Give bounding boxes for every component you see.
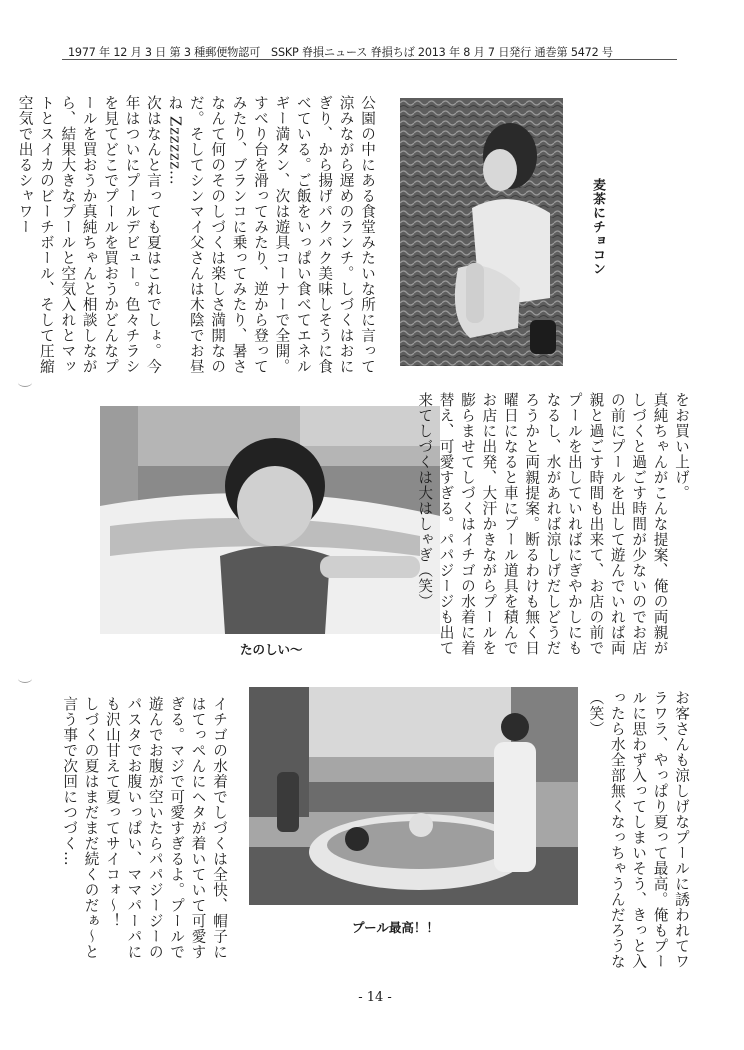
header-rule [62,59,677,60]
column-top-left [16,95,378,380]
column-bottom-right [587,690,692,972]
photo-girl-sitting [400,98,563,366]
paragraph: 公園の中にある食堂みたいな所に言って涼みながら遅めのランチ。しづくはおにぎり、から揚げパクパク美味しそうに食べている。ご飯をいっぱい食べてエネルギー満タン、次は遊具コーナーで全開。すべり台を滑ってみたり、逆から登ってみたり、ブランコに乗ってみたり、暑さなんて何のそのしづくは楽しさ満開なのだ。そしてシンマイ父さんは木陰でお昼ね Zzzzzz… [166,95,376,374]
column-bottom-left [61,696,230,974]
paragraph: お客さんも涼しげなプールに誘われてワラワラ、やっぱり夏って最高。俺もプールに思わず入ってしまいそう、きっと入ったら水全部無くなっちゃうんだろうな（笑） [587,690,690,969]
paragraph: をお買い上げ。 [673,392,690,501]
photo-pool-at-shop-image [249,687,578,905]
photo-girl-in-pool-image [100,406,440,634]
punch-hole-mark [18,674,32,683]
column-middle-right [416,392,692,664]
paragraph: イチゴの水着でしづくは全快、帽子にはてっぺんにヘタが着いていて可愛すぎる。マジで可愛すぎるよ。プールで遊んでお腹が空いたらパパジージーのパスタでお腹いっぱい、ママパーパにも沢山甘えて夏ってサイコォ～！ [103,696,228,960]
photo-girl-in-pool [100,406,440,634]
photo-pool-at-shop [249,687,578,905]
caption-photo1: 麦茶にチョコン [590,178,605,276]
punch-hole-mark [18,378,32,387]
caption-photo3: プール最高！！ [352,920,439,935]
paragraph: 真純ちゃんがこんな提案、俺の両親がしづくと過ごす時間が少ないのでお店の前にプールを出して遊んでいれば両親と過ごす時間も出来て、お店の前でプールを出していればにぎやかしにもなるし、水があれば涼しげだしどうだろうかと両親提案。断るわけも無く日曜日になると車にプール道具を積んでお店に出発、大汗かきながらプールを膨らませてしづくはイチゴの水着に着替え、可愛すぎる。パパジージも出て来てしづくは大はしゃぎ（笑） [416,392,669,656]
paragraph: 次はなんと言っても夏はこれでしょ。今年はついにプールデビュー。色々チラシを見てどこでプールを買おうかどんなプールを買おうか真純ちゃんと相談しながら、結果大きなプールと空気入れとマットとスイカのビーチボール、そして圧縮空気で出るシャワー [16,95,162,374]
caption-photo2: たのしい～ [240,642,303,657]
photo-girl-sitting-image [400,98,563,366]
paragraph: しづくの夏はまだまだ続くのだぁ～と言う事で次回につづく… [61,696,100,960]
page-number: - 14 - [358,990,392,1005]
page-header: 1977 年 12 月 3 日 第 3 種郵便物認可 SSKP 脊損ニュース 脊損ちば 2013 年 8 月 7 日発行 通巻第 5472 号 [68,46,613,59]
